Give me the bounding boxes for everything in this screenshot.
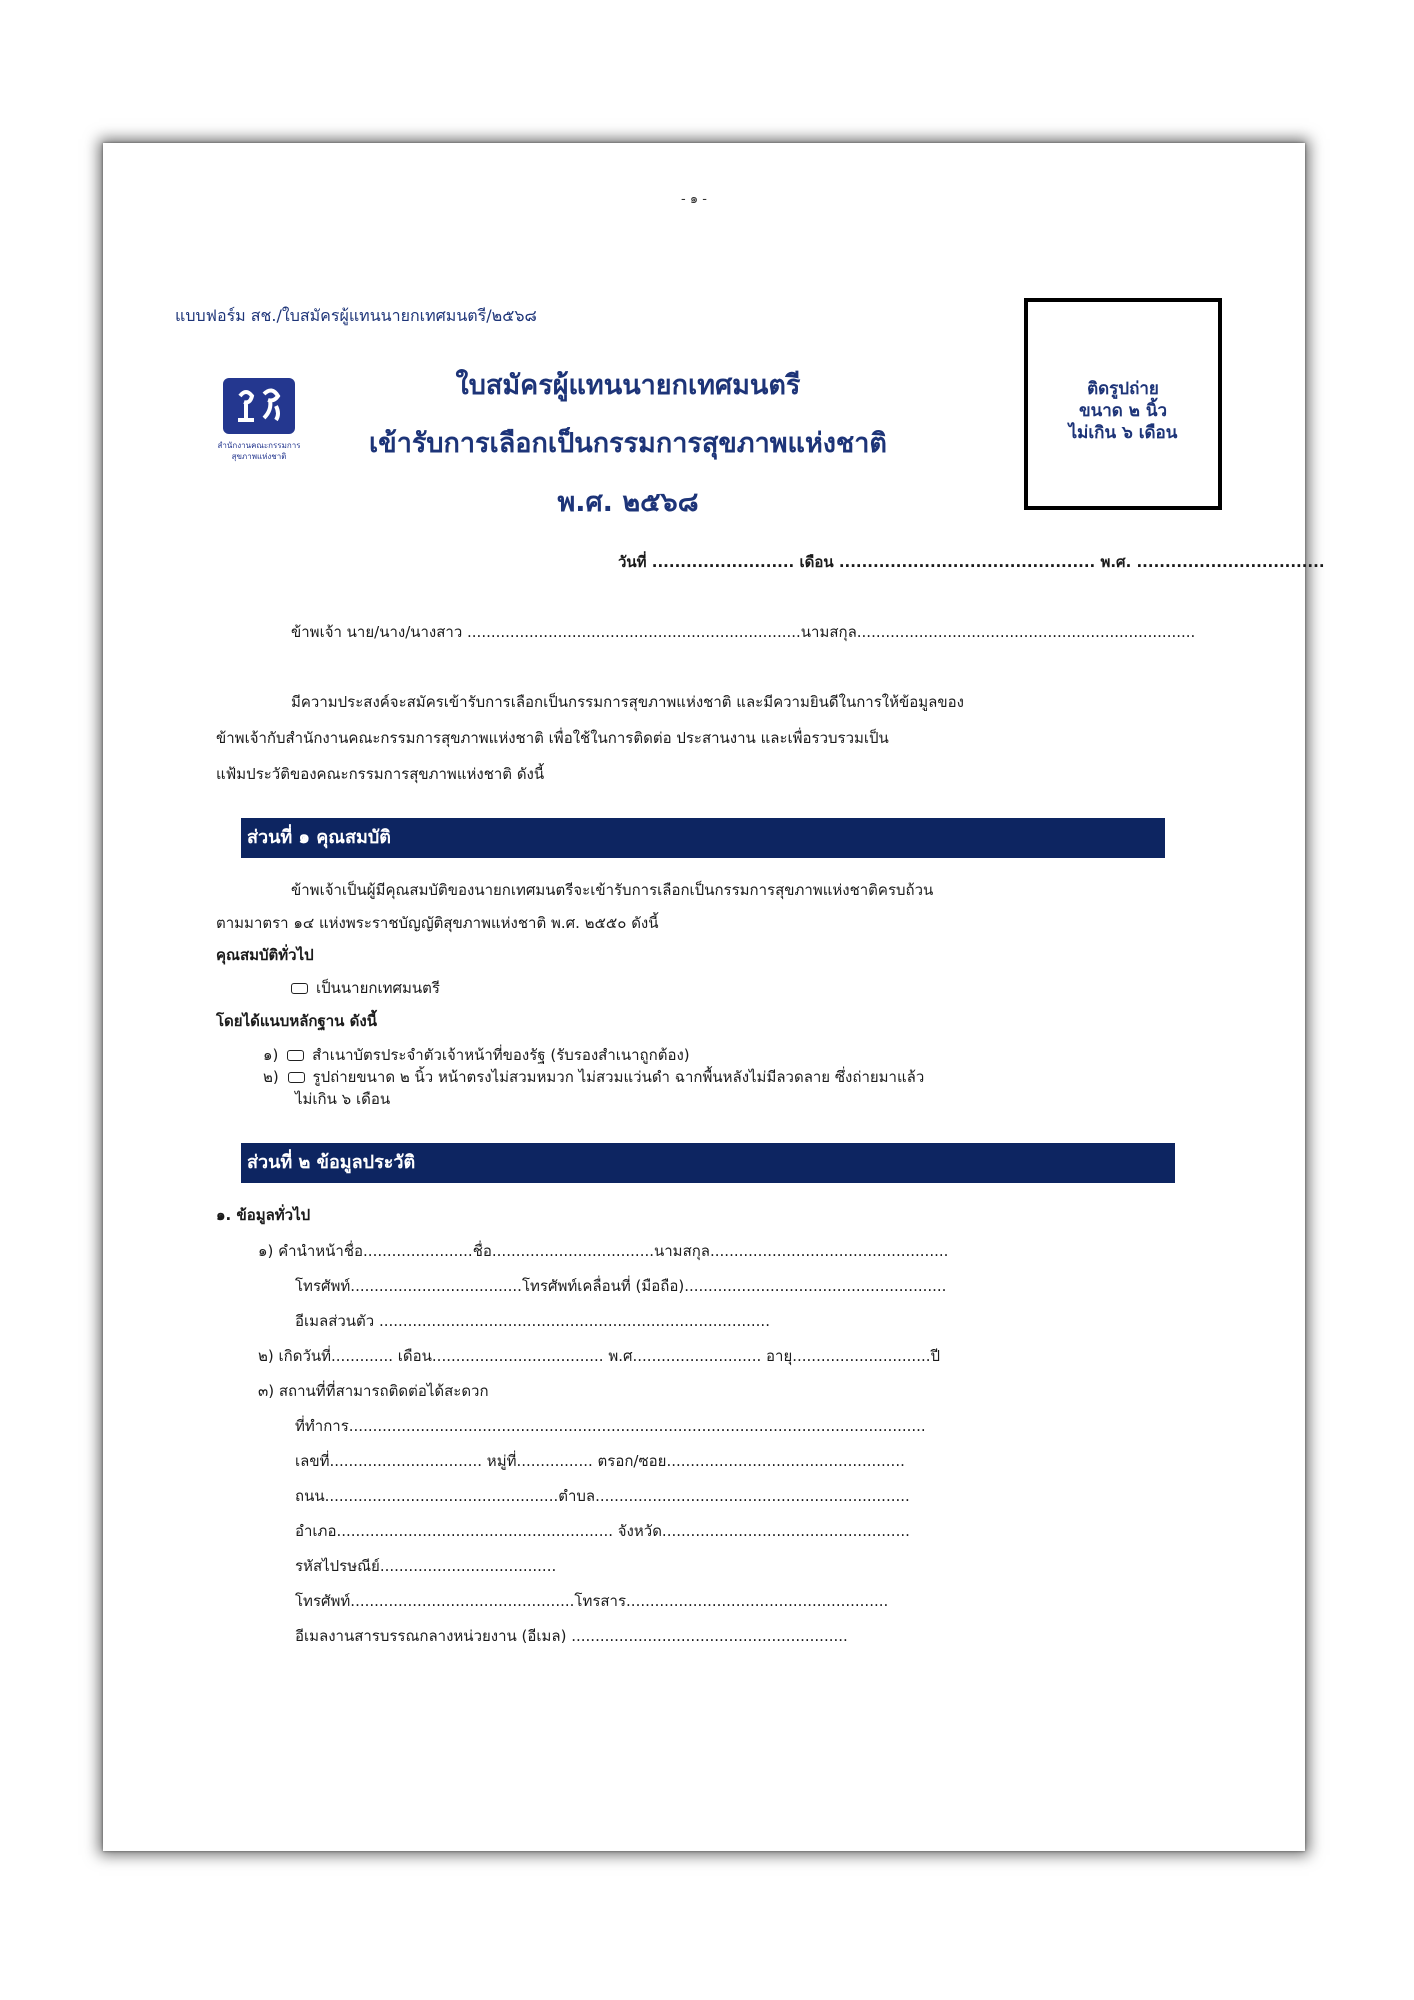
evidence-2-number: ๒) — [263, 1068, 279, 1086]
name-row[interactable]: ๑) คำนำหน้าชื่อ.......................ชื่อ..................................นามสกุล.................................................. — [258, 1242, 949, 1260]
contact-place-label: ๓) สถานที่ที่สามารถติดต่อได้สะดวก — [258, 1382, 489, 1400]
mayor-check-label: เป็นนายกเทศมนตรี — [316, 979, 440, 997]
general-check-row[interactable] — [291, 976, 440, 1000]
intro-line-3: แฟ้มประวัติของคณะกรรมการสุขภาพแห่งชาติ ดังนี้ — [216, 765, 545, 783]
mayor-checkbox[interactable] — [291, 983, 308, 994]
birthdate-row[interactable]: ๒) เกิดวันที่............. เดือน.................................... พ.ศ........................... อายุ.............................ปี — [258, 1347, 941, 1365]
office-email-row[interactable]: อีเมลงานสารบรรณกลางหน่วยงาน (อีเมล) .......................................................... — [295, 1627, 848, 1645]
id-card-checkbox[interactable] — [287, 1050, 304, 1061]
postcode-row[interactable]: รหัสไปรษณีย์..................................... — [295, 1557, 557, 1575]
photo-box-text: ติดรูปถ่าย ขนาด ๒ นิ้ว ไม่เกิน ๖ เดือน — [1068, 379, 1178, 443]
general-info-label: ๑. ข้อมูลทั่วไป — [216, 1206, 311, 1224]
svg-text:สำนักงานคณะกรรมการ: สำนักงานคณะกรรมการ — [218, 441, 300, 450]
photo-placeholder-box — [1024, 298, 1222, 510]
section-1-para-line-1: ข้าพเจ้าเป็นผู้มีคุณสมบัติของนายกเทศมนตรีจะเข้ารับการเลือกเป็นกรรมการสุขภาพแห่งชาติครบถ้วน — [291, 881, 934, 899]
evidence-2-label-line-1: รูปถ่ายขนาด ๒ นิ้ว หน้าตรงไม่สวมหมวก ไม่สวมแว่นดำ ฉากพื้นหลังไม่มีลวดลาย ซึ่งถ่ายมาแล้ว — [312, 1068, 925, 1086]
evidence-row-1[interactable] — [263, 1043, 690, 1067]
form-code: แบบฟอร์ม สช./ใบสมัครผู้แทนนายกเทศมนตรี/๒๕๖๘ — [175, 306, 537, 325]
evidence-1-label: สำเนาบัตรประจำตัวเจ้าหน้าที่ของรัฐ (รับรองสำเนาถูกต้อง) — [312, 1046, 690, 1064]
intro-line-2: ข้าพเจ้ากับสำนักงานคณะกรรมการสุขภาพแห่งชาติ เพื่อใช้ในการติดต่อ ประสานงาน และเพื่อรวบรวมเป็น — [216, 729, 889, 747]
evidence-row-2[interactable] — [263, 1065, 924, 1089]
road-subdistrict-row[interactable]: ถนน.................................................ตำบล.................................................................. — [295, 1487, 910, 1505]
personal-email-row[interactable]: อีเมลส่วนตัว .................................................................................. — [295, 1312, 770, 1330]
intro-line-1: มีความประสงค์จะสมัครเข้ารับการเลือกเป็นกรรมการสุขภาพแห่งชาติ และมีความยินดีในการให้ข้อมูลของ — [291, 693, 964, 711]
form-page — [103, 143, 1325, 1851]
address-number-row[interactable]: เลขที่................................ หมู่ที่................ ตรอก/ซอย.................................................. — [295, 1452, 905, 1470]
office-row[interactable]: ที่ทำการ......................................................................................................................... — [295, 1417, 926, 1435]
phone-row[interactable]: โทรศัพท์....................................โทรศัพท์เคลื่อนที่ (มือถือ)....................................................... — [295, 1277, 947, 1295]
section-1-para-line-2: ตามมาตรา ๑๔ แห่งพระราชบัญญัติสุขภาพแห่งชาติ พ.ศ. ๒๕๕๐ ดังนี้ — [216, 914, 659, 932]
page-number: - ๑ - — [681, 192, 707, 207]
section-2-header: ส่วนที่ ๒ ข้อมูลประวัติ — [241, 1143, 1175, 1183]
title-line-1: ใบสมัครผู้แทนนายกเทศมนตรี — [455, 370, 801, 401]
title-line-3: พ.ศ. ๒๕๖๘ — [557, 487, 699, 518]
svg-text:สุขภาพแห่งชาติ: สุขภาพแห่งชาติ — [231, 452, 287, 461]
photo-checkbox[interactable] — [288, 1072, 305, 1083]
evidence-2-label-line-2: ไม่เกิน ๖ เดือน — [295, 1090, 391, 1108]
nhco-logo — [218, 376, 300, 476]
applicant-name-line[interactable]: ข้าพเจ้า นาย/นาง/นางสาว ......................................................................นามสกุล....................................................................... — [291, 623, 1196, 641]
title-line-2: เข้ารับการเลือกเป็นกรรมการสุขภาพแห่งชาติ — [369, 428, 887, 459]
district-province-row[interactable]: อำเภอ.......................................................... จังหวัด.................................................... — [295, 1522, 910, 1540]
logo-emblem-icon — [218, 376, 300, 476]
evidence-1-number: ๑) — [263, 1046, 279, 1064]
date-line[interactable]: วันที่ ......................... เดือน ............................................. พ.ศ. ................................. — [618, 553, 1325, 571]
section-1-header: ส่วนที่ ๑ คุณสมบัติ — [241, 818, 1165, 858]
general-qualification-label: คุณสมบัติทั่วไป — [216, 946, 314, 964]
office-phone-fax-row[interactable]: โทรศัพท์...............................................โทรสาร....................................................... — [295, 1592, 889, 1610]
evidence-label: โดยได้แนบหลักฐาน ดังนี้ — [216, 1012, 377, 1030]
